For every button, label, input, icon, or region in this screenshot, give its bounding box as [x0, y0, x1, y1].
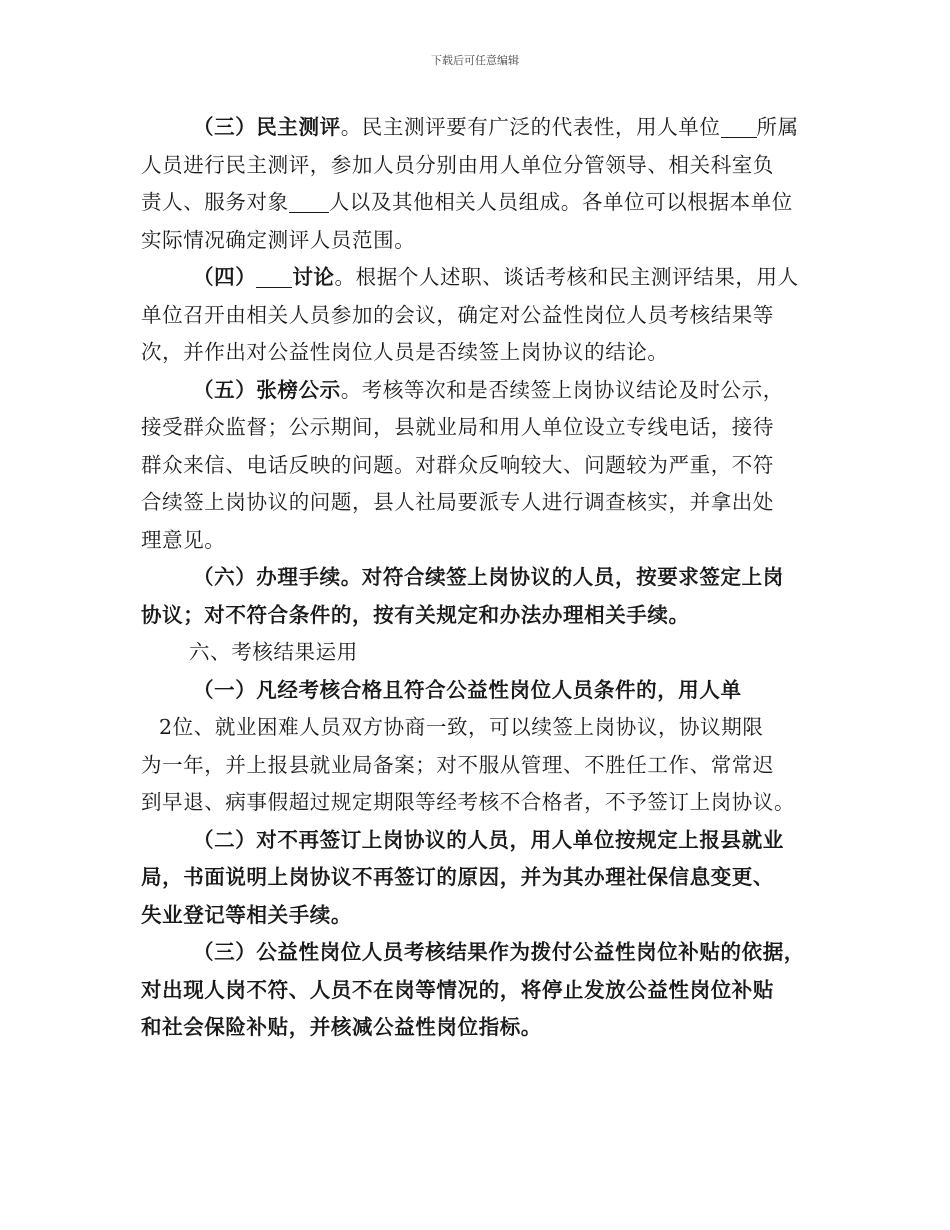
text-run: 所属	[756, 115, 799, 139]
paragraph-line	[141, 109, 821, 147]
paragraph-line: 失业登记等相关手续。	[141, 902, 352, 927]
paragraph-line: （六）办理手续。对符合续签上岗协议的人员，按要求签定上岗	[193, 565, 784, 589]
paragraph-line: 合续签上岗协议的问题，县人社局要派专人进行调查核实，并拿出处	[141, 490, 774, 514]
section-heading: （五）张榜公示	[193, 377, 341, 402]
text-run: 。考核等次和是否续签上岗协议结论及时公示，	[340, 377, 784, 402]
section-title: 六、考核结果运用	[189, 640, 358, 664]
paragraph-line	[141, 372, 821, 410]
paragraph-line	[141, 184, 821, 222]
text-run: 责人、服务对象	[141, 190, 289, 214]
text-run: 。根据个人述职、谈话考核和民主测评结果，用人	[334, 265, 799, 289]
paragraph-line: 人员进行民主测评，参加人员分别由用人单位分管领导、相关科室负	[141, 152, 774, 177]
paragraph-line: 理意见。	[141, 527, 226, 552]
blank-underline	[256, 267, 292, 288]
page-header: 下载后可任意编辑	[431, 54, 519, 67]
section-heading: （三）民主测评	[193, 115, 341, 139]
paragraph-line: 和社会保险补贴，并核减公益性岗位指标。	[141, 1015, 542, 1039]
paragraph-line: 实际情况确定测评人员范围。	[141, 227, 416, 252]
paragraph-line: 单位召开由相关人员参加的会议，确定对公益性岗位人员考核结果等	[141, 302, 774, 327]
paragraph-line: 群众来信、电话反映的问题。对群众反响较大、问题较为严重，不符	[141, 452, 774, 477]
paragraph-line: （一）凡经考核合格且符合公益性岗位人员条件的，用人单	[193, 677, 742, 702]
text-run: 人以及其他相关人员组成。各单位可以根据本单位	[328, 190, 793, 214]
blank-underline	[721, 117, 757, 138]
paragraph-line: 到早退、病事假超过规定期限等经考核不合格者，不予签订上岗协议。	[141, 790, 796, 814]
paragraph-line: （三）公益性岗位人员考核结果作为拨付公益性岗位补贴的依据，	[193, 940, 805, 964]
section-heading: 讨论	[292, 265, 335, 289]
paragraph-line: 为一年，并上报县就业局备案；对不服从管理、不胜任工作、常常迟	[141, 752, 774, 777]
paragraph-line	[141, 259, 821, 297]
paragraph-line: 2位、就业困难人员双方协商一致，可以续签上岗协议，协议期限	[159, 715, 764, 739]
document-body	[141, 109, 821, 1047]
paragraph-line: 对出现人岗不符、人员不在岗等情况的，将停止发放公益性岗位补贴	[141, 977, 774, 1002]
section-heading: （四）	[193, 265, 257, 289]
paragraph-line: 协议；对不符合条件的，按有关规定和办法办理相关手续。	[141, 602, 690, 627]
paragraph-line: 局，书面说明上岗协议不再签订的原因，并为其办理社保信息变更、	[141, 865, 774, 889]
paragraph-line: 次，并作出对公益性岗位人员是否续签上岗协议的结论。	[141, 340, 669, 364]
paragraph-line: （二）对不再签订上岗协议的人员，用人单位按规定上报县就业	[193, 827, 784, 852]
text-run: 。民主测评要有广泛的代表性，用人单位	[340, 115, 721, 139]
paragraph-line: 接受群众监督；公示期间，县就业局和用人单位设立专线电话，接待	[141, 415, 774, 439]
blank-underline	[289, 192, 329, 213]
